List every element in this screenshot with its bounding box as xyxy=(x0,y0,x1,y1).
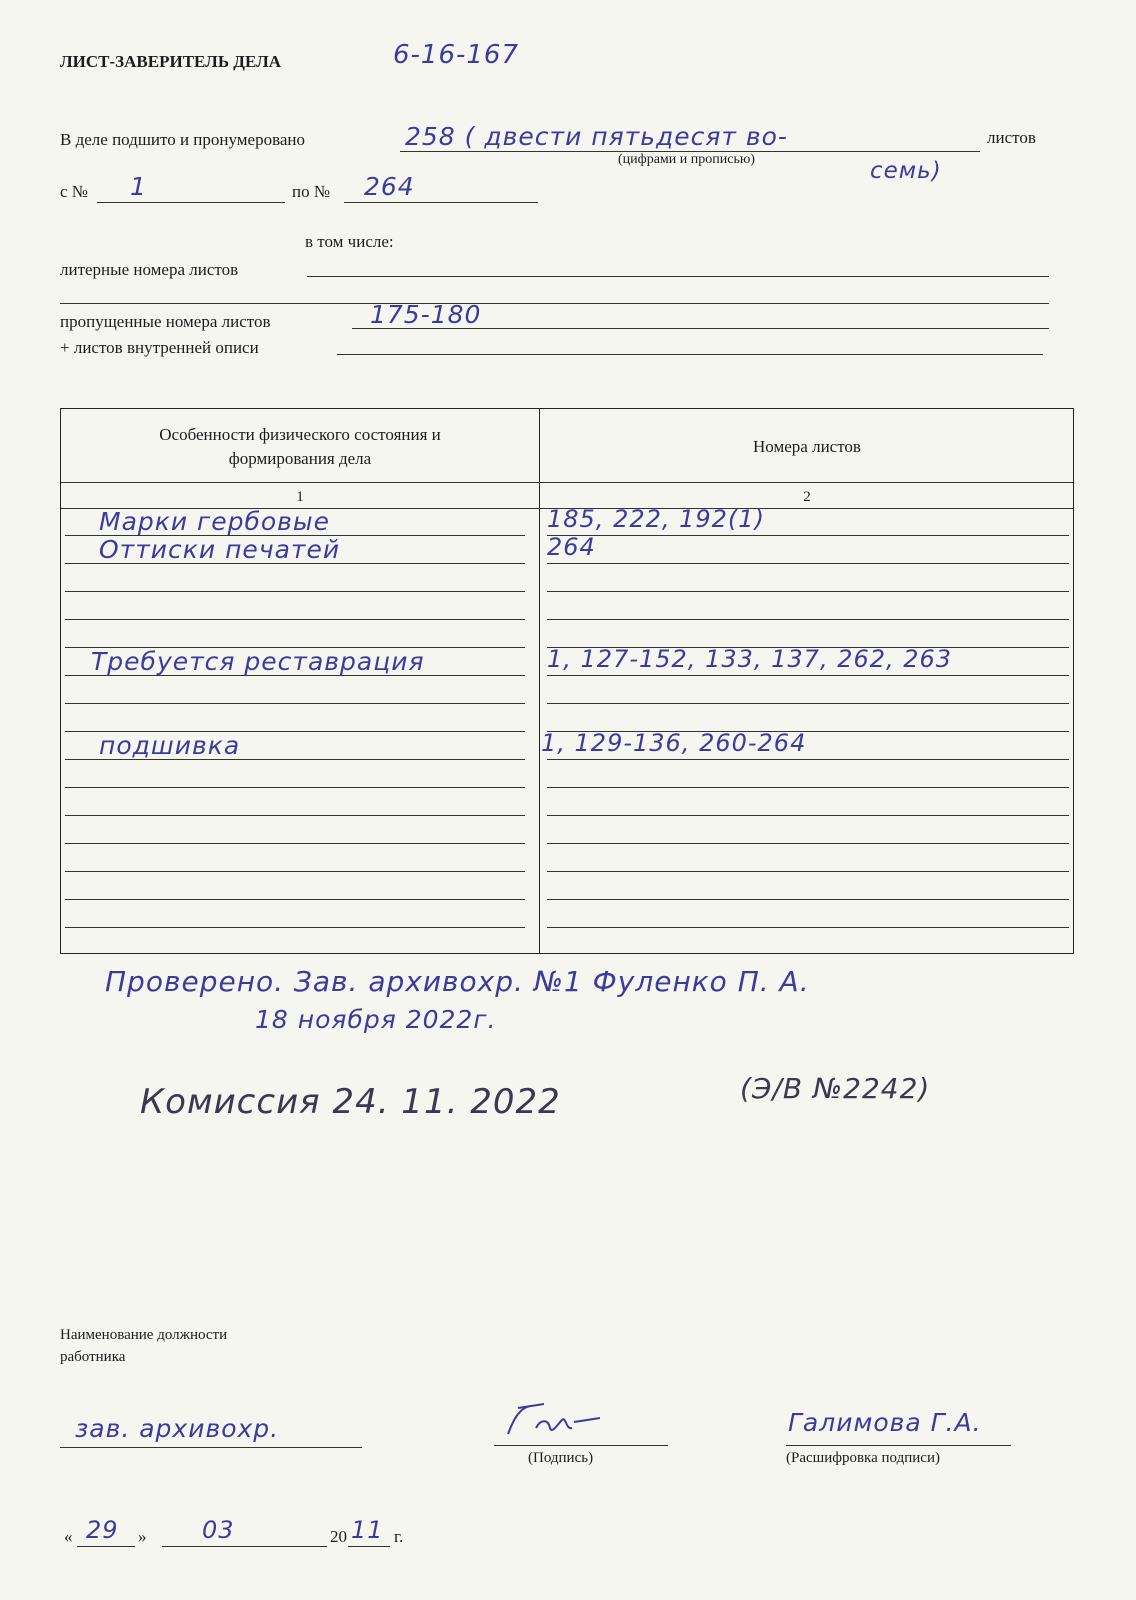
letter-numbers-line xyxy=(307,276,1049,277)
position-label: Наименование должности работника xyxy=(60,1327,228,1365)
entry-sheets: 264 xyxy=(547,533,596,561)
to-value: 264 xyxy=(364,172,415,201)
date-month: 03 xyxy=(202,1516,235,1544)
sign-label: (Подпись) xyxy=(528,1450,594,1466)
internal-inventory-label: + листов внутренней описи xyxy=(60,338,259,357)
date-open-quote: « xyxy=(64,1527,73,1546)
from-line xyxy=(97,202,285,203)
sheets-hint: (цифрами и прописью) xyxy=(618,152,755,167)
from-value: 1 xyxy=(130,172,147,201)
to-label: по № xyxy=(292,182,331,201)
date-year-suffix: 11 xyxy=(351,1516,384,1544)
document-title: ЛИСТ-ЗАВЕРИТЕЛЬ ДЕЛА xyxy=(60,52,282,71)
month-line xyxy=(162,1546,327,1547)
col2-number: 2 xyxy=(803,489,811,505)
letter-numbers-label: литерные номера листов xyxy=(60,260,239,279)
commission-note: Комиссия 24. 11. 2022 xyxy=(140,1082,561,1122)
day-line xyxy=(77,1546,135,1547)
entry-sheets: 1, 127-152, 133, 137, 262, 263 xyxy=(547,645,953,673)
entry-sheets: 1, 129-136, 260-264 xyxy=(541,729,807,757)
header-rule xyxy=(61,482,1073,483)
date-year-unit: г. xyxy=(394,1527,404,1546)
features-table xyxy=(60,408,1074,954)
missing-numbers-label: пропущенные номера листов xyxy=(60,312,271,331)
year-line xyxy=(348,1546,390,1547)
decode-line xyxy=(786,1445,1011,1446)
sheets-count-cont: семь) xyxy=(870,158,942,184)
internal-inventory-line xyxy=(337,354,1043,355)
entry-feature: подшивка xyxy=(99,731,241,760)
entry-feature: Требуется реставрация xyxy=(91,647,425,676)
date-close-quote: » xyxy=(138,1527,147,1546)
to-line xyxy=(344,202,538,203)
entry-feature: Оттиски печатей xyxy=(99,535,341,564)
signature-mark xyxy=(500,1398,620,1449)
col1-header: Особенности физического состояния и формирования дела xyxy=(159,425,441,468)
case-number: 6-16-167 xyxy=(393,40,520,70)
sheets-count-handwritten: 258 ( двести пятьдесят во- xyxy=(405,122,788,151)
sheets-label: В деле подшито и пронумеровано xyxy=(60,130,306,149)
from-label: с № xyxy=(60,182,89,201)
entry-feature: Марки гербовые xyxy=(99,507,331,536)
entry-sheets: 185, 222, 192(1) xyxy=(547,505,765,533)
date-day: 29 xyxy=(86,1516,119,1544)
commission-ref: (Э/В №2242) xyxy=(740,1072,931,1105)
checked-note: Проверено. Зав. архивохр. №1 Фуленко П. А. xyxy=(105,965,810,998)
checked-date: 18 ноября 2022г. xyxy=(255,1005,497,1034)
position-line xyxy=(60,1447,362,1448)
date-year-prefix: 20 xyxy=(330,1527,347,1546)
letter-numbers-line-2 xyxy=(60,303,1049,304)
col1-number: 1 xyxy=(296,489,304,505)
decode-value: Галимова Г.А. xyxy=(788,1408,982,1437)
missing-numbers-value: 175-180 xyxy=(370,300,482,329)
col2-header: Номера листов xyxy=(753,437,861,456)
decode-label: (Расшифровка подписи) xyxy=(786,1450,940,1466)
sheets-suffix: листов xyxy=(987,128,1036,147)
including-label: в том числе: xyxy=(305,232,394,251)
position-value: зав. архивохр. xyxy=(75,1414,280,1443)
